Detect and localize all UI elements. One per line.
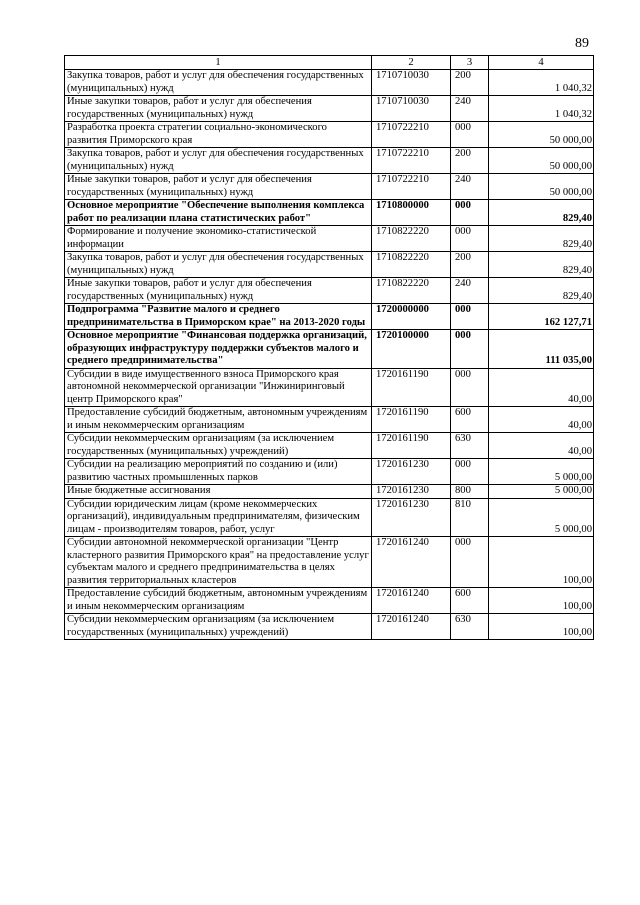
row-type-cell: 000 [451,368,489,407]
row-name-cell: Закупка товаров, работ и услуг для обеспечения государственных (муниципальных) нужд [65,70,372,96]
row-code-cell: 1720161190 [372,368,451,407]
table-row [65,174,594,200]
table-row [65,226,594,252]
row-amount-cell: 5 000,00 [489,459,594,485]
row-amount-cell: 829,40 [489,226,594,252]
page-number: 89 [575,36,589,51]
row-type-cell: 630 [451,614,489,640]
row-name-cell: Подпрограмма "Развитие малого и среднего предпринимательства в Приморском крае" на 2013-2020 годы [65,304,372,330]
table-row [65,407,594,433]
row-code-cell: 1720100000 [372,330,451,369]
row-name-cell: Иные закупки товаров, работ и услуг для обеспечения государственных (муниципальных) нужд [65,96,372,122]
row-amount-cell: 50 000,00 [489,148,594,174]
row-code-cell: 1720161190 [372,407,451,433]
table-row [65,459,594,485]
row-amount-cell: 100,00 [489,537,594,588]
row-code-cell: 1710822220 [372,252,451,278]
table-row [65,278,594,304]
header-col-2: 2 [372,56,451,70]
row-name-cell: Закупка товаров, работ и услуг для обеспечения государственных (муниципальных) нужд [65,148,372,174]
header-col-4: 4 [489,56,594,70]
row-code-cell: 1720161230 [372,498,451,537]
row-amount-cell: 829,40 [489,200,594,226]
budget-table [64,55,594,640]
row-code-cell: 1710722210 [372,174,451,200]
row-amount-cell: 50 000,00 [489,122,594,148]
row-amount-cell: 5 000,00 [489,498,594,537]
table-row [65,498,594,537]
row-code-cell: 1710722210 [372,122,451,148]
row-amount-cell: 40,00 [489,407,594,433]
row-name-cell: Субсидии на реализацию мероприятий по созданию и (или) развитию частных промышленных парков [65,459,372,485]
row-amount-cell: 829,40 [489,252,594,278]
table-row [65,70,594,96]
row-code-cell: 1720161230 [372,459,451,485]
row-name-cell: Субсидии в виде имущественного взноса Приморского края автономной некоммерческой организации "Инжиниринговый центр Приморского края" [65,368,372,407]
row-name-cell: Основное мероприятие "Финансовая поддержка организаций, образующих инфраструктуру поддержки субъектов малого и среднего предпринимательства" [65,330,372,369]
row-code-cell: 1710822220 [372,226,451,252]
row-type-cell: 000 [451,304,489,330]
row-name-cell: Предоставление субсидий бюджетным, автономным учреждениям и иным некоммерческим организациям [65,407,372,433]
row-amount-cell: 162 127,71 [489,304,594,330]
row-type-cell: 000 [451,330,489,369]
row-code-cell: 1720161190 [372,433,451,459]
row-type-cell: 600 [451,588,489,614]
row-type-cell: 600 [451,407,489,433]
table-row [65,433,594,459]
row-name-cell: Субсидии юридическим лицам (кроме некоммерческих организаций), индивидуальным предпринимателям, физическим лицам - производителям товаров, работ, услуг [65,498,372,537]
row-name-cell: Иные закупки товаров, работ и услуг для обеспечения государственных (муниципальных) нужд [65,278,372,304]
row-code-cell: 1710710030 [372,96,451,122]
row-type-cell: 630 [451,433,489,459]
row-code-cell: 1710710030 [372,70,451,96]
row-type-cell: 200 [451,252,489,278]
row-code-cell: 1710822220 [372,278,451,304]
row-amount-cell: 100,00 [489,614,594,640]
row-name-cell: Субсидии некоммерческим организациям (за исключением государственных (муниципальных) учреждений) [65,614,372,640]
row-code-cell: 1720161240 [372,614,451,640]
table-row [65,537,594,588]
row-name-cell: Формирование и получение экономико-статистической информации [65,226,372,252]
table-row [65,122,594,148]
row-amount-cell: 5 000,00 [489,485,594,499]
row-type-cell: 000 [451,459,489,485]
row-name-cell: Иные бюджетные ассигнования [65,485,372,499]
row-type-cell: 000 [451,122,489,148]
row-type-cell: 240 [451,174,489,200]
row-code-cell: 1710722210 [372,148,451,174]
row-amount-cell: 1 040,32 [489,96,594,122]
table-header-row [65,56,594,70]
row-name-cell: Разработка проекта стратегии социально-экономического развития Приморского края [65,122,372,148]
table-row [65,148,594,174]
header-col-3: 3 [451,56,489,70]
table-row [65,304,594,330]
row-name-cell: Основное мероприятие "Обеспечение выполнения комплекса работ по реализации плана статистических работ" [65,200,372,226]
row-type-cell: 200 [451,148,489,174]
row-amount-cell: 40,00 [489,433,594,459]
row-amount-cell: 829,40 [489,278,594,304]
row-code-cell: 1720161230 [372,485,451,499]
row-type-cell: 240 [451,96,489,122]
row-type-cell: 000 [451,537,489,588]
row-type-cell: 000 [451,226,489,252]
row-code-cell: 1720000000 [372,304,451,330]
row-name-cell: Закупка товаров, работ и услуг для обеспечения государственных (муниципальных) нужд [65,252,372,278]
row-type-cell: 200 [451,70,489,96]
row-amount-cell: 111 035,00 [489,330,594,369]
row-name-cell: Субсидии некоммерческим организациям (за исключением государственных (муниципальных) учреждений) [65,433,372,459]
row-amount-cell: 1 040,32 [489,70,594,96]
row-type-cell: 240 [451,278,489,304]
table-row [65,588,594,614]
row-name-cell: Субсидии автономной некоммерческой организации "Центр кластерного развития Приморского края" на предоставление услуг субъектам малого и среднего предпринимательства в целях развития территориальных кластеров [65,537,372,588]
header-col-1: 1 [65,56,372,70]
table-row [65,330,594,369]
table-row [65,252,594,278]
row-name-cell: Предоставление субсидий бюджетным, автономным учреждениям и иным некоммерческим организациям [65,588,372,614]
row-name-cell: Иные закупки товаров, работ и услуг для обеспечения государственных (муниципальных) нужд [65,174,372,200]
table-row [65,368,594,407]
table-row [65,485,594,499]
row-type-cell: 800 [451,485,489,499]
row-amount-cell: 40,00 [489,368,594,407]
table-row [65,96,594,122]
row-code-cell: 1720161240 [372,588,451,614]
table-row [65,614,594,640]
table-row [65,200,594,226]
row-type-cell: 000 [451,200,489,226]
row-code-cell: 1720161240 [372,537,451,588]
row-amount-cell: 100,00 [489,588,594,614]
row-code-cell: 1710800000 [372,200,451,226]
row-amount-cell: 50 000,00 [489,174,594,200]
row-type-cell: 810 [451,498,489,537]
